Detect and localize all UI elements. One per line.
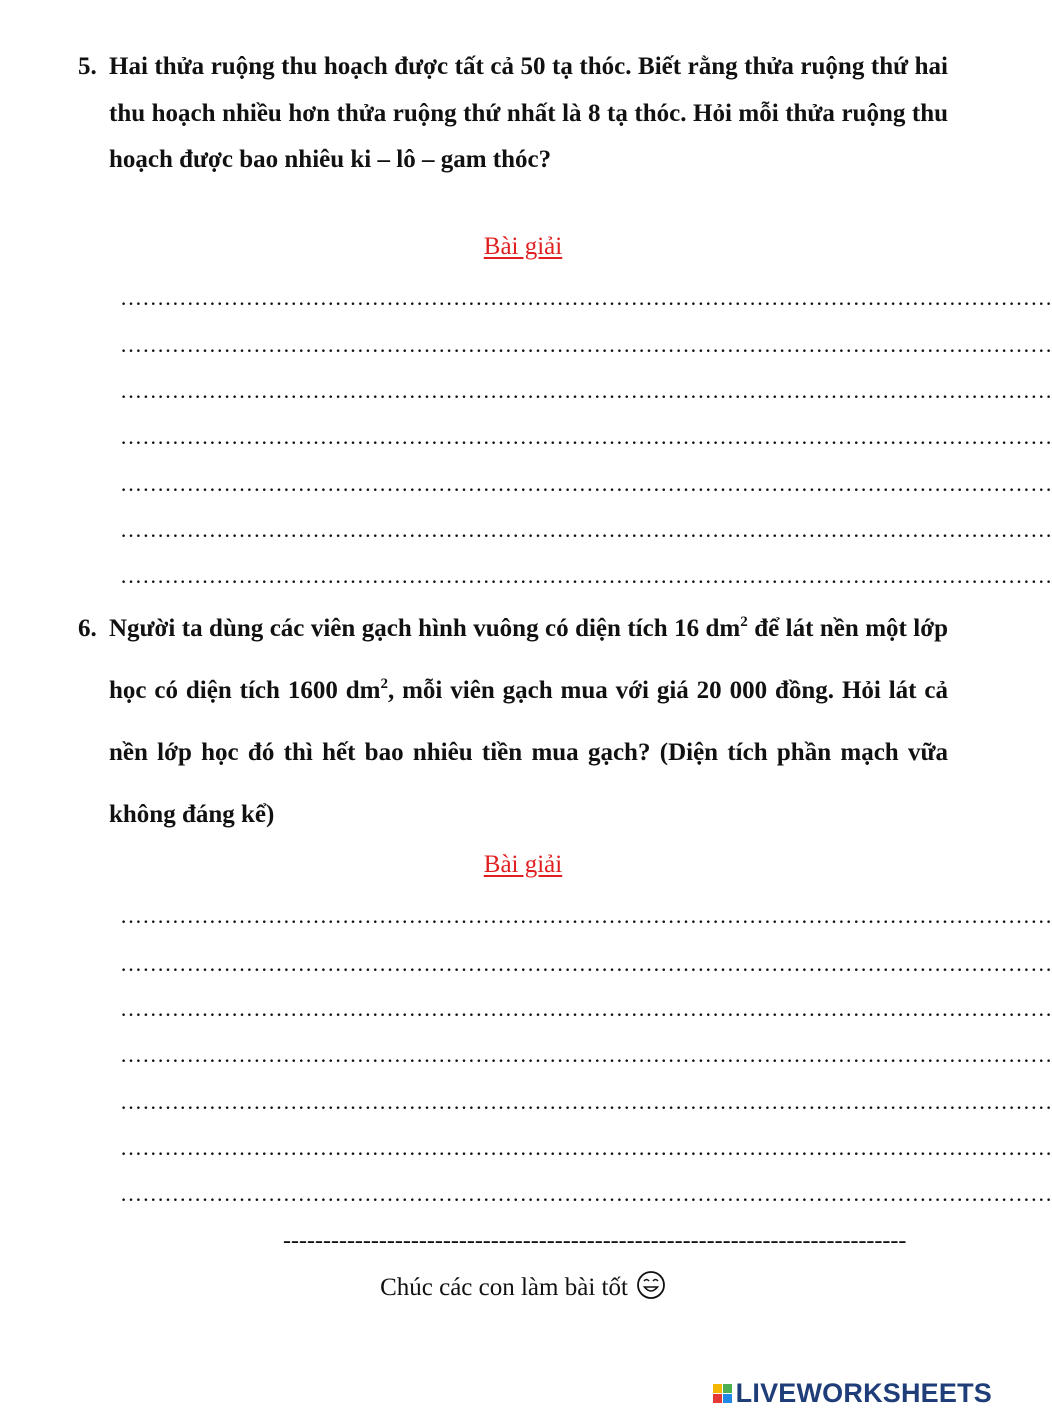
question-6-superscript-1: 2 (740, 614, 748, 630)
question-5 (78, 44, 948, 184)
answer-line[interactable]: ……………………………………………………………………………………………………………… (120, 1042, 1052, 1067)
answer-line[interactable]: ……………………………………………………………………………………………………………… (120, 1135, 1052, 1160)
divider-line: ------------------------------------------------------------------------------ (283, 1228, 907, 1254)
solution-heading-6: Bài giải (483, 851, 563, 878)
answer-line[interactable]: ……………………………………………………………………………………………………………… (120, 1181, 1052, 1206)
answer-line[interactable]: ……………………………………………………………………………………………………………… (120, 903, 1052, 928)
answer-line[interactable]: ……………………………………………………………………………………………………………… (120, 951, 1052, 976)
answer-line[interactable]: ……………………………………………………………………………………………………………… (120, 471, 1052, 496)
answer-line[interactable]: ……………………………………………………………………………………………………………… (120, 996, 1052, 1021)
logo-grid-icon (713, 1384, 732, 1403)
question-6-text-part1: Người ta dùng các viên gạch hình vuông có diện tích 16 dm (109, 615, 741, 642)
question-6-number: 6. (78, 615, 97, 642)
closing-message (0, 1270, 1046, 1309)
question-6-text-part2: để lát nền một lớp học có diện tích 1600 dm (109, 615, 948, 704)
solution-heading-5: Bài giải (483, 233, 563, 260)
liveworksheets-logo (713, 1376, 992, 1410)
answer-line[interactable]: ……………………………………………………………………………………………………………… (120, 563, 1052, 588)
question-5-number: 5. (78, 53, 97, 80)
question-5-text: Hai thửa ruộng thu hoạch được tất cả 50 tạ thóc. Biết rằng thửa ruộng thứ hai thu hoạch nhiều hơn thửa ruộng thứ nhất là 8 tạ thóc. Hỏi mỗi thửa ruộng thu hoạch được bao nhiêu ki – lô – gam thóc? (109, 53, 948, 173)
smiley-icon (636, 1270, 666, 1309)
question-6-superscript-2: 2 (380, 676, 388, 692)
closing-text: Chúc các con làm bài tốt (380, 1274, 628, 1301)
question-6 (78, 598, 948, 846)
answer-line[interactable]: ……………………………………………………………………………………………………………… (120, 285, 1052, 310)
question-6-text (109, 598, 948, 846)
answer-line[interactable]: ……………………………………………………………………………………………………………… (120, 1089, 1052, 1114)
answer-line[interactable]: ……………………………………………………………………………………………………………… (120, 378, 1052, 403)
answer-line[interactable]: ……………………………………………………………………………………………………………… (120, 424, 1052, 449)
answer-line[interactable]: ……………………………………………………………………………………………………………… (120, 517, 1052, 542)
answer-line[interactable]: ……………………………………………………………………………………………………………… (120, 332, 1052, 357)
question-6-text-part3: , mỗi viên gạch mua với giá 20 000 đồng. Hỏi lát cả nền lớp học đó thì hết bao nhiêu tiền mua gạch? (Diện tích phần mạch vữa không đáng kể) (109, 677, 948, 828)
logo-text: LIVEWORKSHEETS (735, 1377, 992, 1408)
